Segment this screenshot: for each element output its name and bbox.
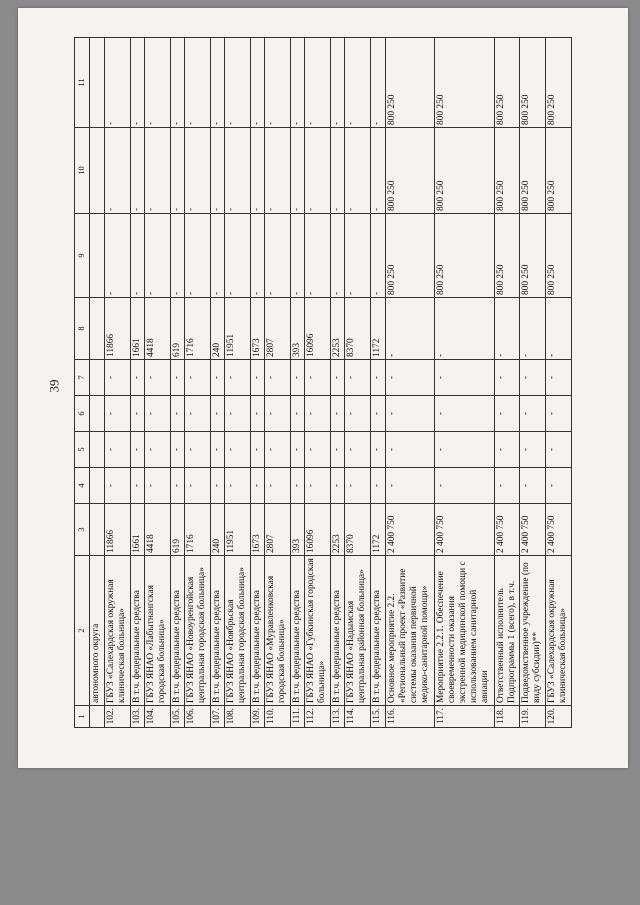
row-number: 103. [130,706,144,728]
table-row [520,38,546,728]
page-number: 39 [46,379,62,393]
value-cell: - [520,396,546,432]
value-cell: 240 [210,298,224,360]
column-number: 8 [75,298,90,360]
value-cell: 8370 [345,298,371,360]
column-number: 6 [75,396,90,432]
value-cell: - [345,214,371,298]
row-name: ГБУЗ ЯНАО «Губкинская городская больница» [305,556,331,706]
value-cell: - [345,396,371,432]
value-cell: 16096 [305,298,331,360]
value-cell: - [250,396,264,432]
value-cell: - [185,468,211,504]
value-cell: - [250,214,264,298]
column-number: 4 [75,468,90,504]
value-cell: - [305,38,331,128]
value-cell: 2807 [265,298,291,360]
value-cell: - [130,360,144,396]
row-number: 104. [144,706,170,728]
value-cell: - [130,468,144,504]
value-cell: 2 400 750 [520,504,546,556]
value-cell: - [144,214,170,298]
value-cell: - [130,396,144,432]
value-cell: - [104,432,130,468]
value-cell: 393 [290,504,304,556]
column-number: 11 [75,38,90,128]
value-cell: - [331,38,345,128]
value-cell: - [331,360,345,396]
value-cell: 800 250 [434,38,494,128]
row-number: 115. [371,706,385,728]
column-number: 3 [75,504,90,556]
value-cell: - [210,214,224,298]
value-cell: - [104,128,130,214]
row-name: ГБУЗ «Салехардская окружная клиническая больница» [104,556,130,706]
value-cell: - [104,38,130,128]
row-name: В т.ч. федеральные средства [250,556,264,706]
row-number: 116. [385,706,434,728]
value-cell: - [385,468,434,504]
table-row [345,38,371,728]
value-cell: 4418 [144,504,170,556]
table-row [546,38,572,728]
value-cell: - [371,128,385,214]
value-cell: - [305,432,331,468]
table-row [331,38,345,728]
value-cell: - [144,396,170,432]
value-cell: - [210,128,224,214]
value-cell: - [265,128,291,214]
row-name: В т.ч. федеральные средства [210,556,224,706]
value-cell: 800 250 [520,214,546,298]
table-row [225,38,251,728]
value-cell: 393 [290,298,304,360]
value-cell: - [546,432,572,468]
value-cell: 11866 [104,504,130,556]
table-row [90,38,104,728]
value-cell: - [546,298,572,360]
value-cell: - [290,432,304,468]
value-cell: - [265,214,291,298]
value-cell: - [345,38,371,128]
value-cell: - [104,214,130,298]
value-cell: 800 250 [494,214,520,298]
row-number [90,706,104,728]
budget-table [74,37,572,728]
value-cell: - [290,360,304,396]
value-cell: - [434,360,494,396]
table-row [305,38,331,728]
row-name: Основное мероприятие 2.2. «Региональный проект «Развитие системы оказания первичной медико-санитарной помощи» [385,556,434,706]
table-row [385,38,434,728]
value-cell: - [331,128,345,214]
value-cell: - [494,468,520,504]
value-cell: - [290,214,304,298]
table-row [144,38,170,728]
row-name: В т.ч. федеральные средства [130,556,144,706]
value-cell: - [185,396,211,432]
value-cell: 2 400 750 [494,504,520,556]
value-cell: 1172 [371,504,385,556]
value-cell: - [225,396,251,432]
value-cell: - [371,396,385,432]
value-cell: - [225,360,251,396]
value-cell: - [265,468,291,504]
row-name: Подведомственное учреждение (по виду субсидии)** [520,556,546,706]
value-cell: - [265,38,291,128]
value-cell: - [170,128,184,214]
value-cell: - [210,468,224,504]
column-number: 5 [75,432,90,468]
value-cell: - [331,432,345,468]
table-row [170,38,184,728]
table-row [494,38,520,728]
table-row [104,38,130,728]
value-cell: - [385,396,434,432]
value-cell [90,38,104,128]
value-cell: - [144,432,170,468]
value-cell: - [494,396,520,432]
value-cell: - [290,396,304,432]
column-number: 9 [75,214,90,298]
table-row [434,38,494,728]
value-cell [90,298,104,360]
value-cell: 16096 [305,504,331,556]
value-cell: - [385,360,434,396]
row-number: 102. [104,706,130,728]
row-name: Мероприятие 2.2.1. Обеспечение своевременности оказания экстренной медицинской помощи с использованием санитарной авиации [434,556,494,706]
value-cell: - [520,360,546,396]
value-cell [90,432,104,468]
value-cell: - [520,432,546,468]
value-cell: - [250,360,264,396]
table-body [75,38,572,728]
value-cell: 11951 [225,504,251,556]
value-cell: - [265,360,291,396]
value-cell: - [434,298,494,360]
value-cell: - [225,432,251,468]
value-cell: 2 400 750 [385,504,434,556]
value-cell: 1673 [250,298,264,360]
value-cell: 800 250 [385,214,434,298]
value-cell: - [305,468,331,504]
value-cell: 240 [210,504,224,556]
value-cell: 2 400 750 [546,504,572,556]
value-cell: 800 250 [520,128,546,214]
row-number: 110. [265,706,291,728]
value-cell: 800 250 [494,128,520,214]
value-cell: - [170,396,184,432]
value-cell: - [331,396,345,432]
value-cell: 619 [170,504,184,556]
value-cell: 1661 [130,504,144,556]
value-cell: - [494,298,520,360]
value-cell: - [265,432,291,468]
value-cell: 619 [170,298,184,360]
table-row [290,38,304,728]
value-cell: - [130,214,144,298]
value-cell: - [520,298,546,360]
value-cell: - [305,128,331,214]
value-cell: - [185,128,211,214]
value-cell: - [225,468,251,504]
value-cell: - [144,38,170,128]
value-cell: - [345,432,371,468]
value-cell: 800 250 [434,128,494,214]
value-cell: - [290,128,304,214]
row-number: 111. [290,706,304,728]
row-number: 107. [210,706,224,728]
value-cell: 2807 [265,504,291,556]
value-cell: - [210,360,224,396]
value-cell: - [371,360,385,396]
value-cell: 2 400 750 [434,504,494,556]
value-cell: 1172 [371,298,385,360]
value-cell: - [250,128,264,214]
value-cell: - [520,468,546,504]
table-row [210,38,224,728]
row-name: ГБУЗ «Салехардская окружная клиническая больница» [546,556,572,706]
value-cell: - [250,468,264,504]
column-number-row [75,38,90,728]
value-cell: - [434,432,494,468]
row-name: ГБУЗ ЯНАО «Лабытнангская городская больница» [144,556,170,706]
value-cell: - [144,360,170,396]
column-number: 7 [75,360,90,396]
value-cell: - [305,396,331,432]
value-cell: - [371,468,385,504]
table-row [371,38,385,728]
document-page [18,8,628,768]
value-cell [90,214,104,298]
value-cell: - [345,128,371,214]
row-number: 117. [434,706,494,728]
row-number: 106. [185,706,211,728]
value-cell: - [225,128,251,214]
value-cell: - [130,128,144,214]
value-cell: 2253 [331,298,345,360]
value-cell: - [494,432,520,468]
value-cell: - [185,432,211,468]
value-cell: - [371,214,385,298]
value-cell: 800 250 [546,214,572,298]
value-cell: - [546,468,572,504]
value-cell: 11951 [225,298,251,360]
value-cell: 800 250 [494,38,520,128]
row-number: 109. [250,706,264,728]
column-number: 2 [75,556,90,706]
row-name: В т.ч. федеральные средства [371,556,385,706]
value-cell: - [546,396,572,432]
value-cell: - [345,360,371,396]
value-cell: - [170,432,184,468]
value-cell [90,396,104,432]
value-cell: - [170,214,184,298]
value-cell: - [210,432,224,468]
value-cell: - [170,38,184,128]
value-cell: - [305,214,331,298]
value-cell: 800 250 [434,214,494,298]
value-cell: - [331,468,345,504]
table-row [185,38,211,728]
value-cell: 1716 [185,298,211,360]
value-cell: - [130,432,144,468]
value-cell: - [104,360,130,396]
row-name: ГБУЗ ЯНАО «Новоуренгойская центральная городская больница» [185,556,211,706]
value-cell: - [371,38,385,128]
value-cell: - [225,214,251,298]
value-cell: 4418 [144,298,170,360]
value-cell: - [144,468,170,504]
value-cell: - [385,432,434,468]
row-name: В т.ч. федеральные средства [170,556,184,706]
row-number: 118. [494,706,520,728]
value-cell: - [265,396,291,432]
rotated-table-wrapper [74,38,572,728]
value-cell: - [305,360,331,396]
value-cell: 800 250 [520,38,546,128]
value-cell: 800 250 [385,128,434,214]
row-name: В т.ч. федеральные средства [290,556,304,706]
value-cell: - [170,468,184,504]
value-cell: - [104,396,130,432]
value-cell: 1716 [185,504,211,556]
row-name: ГБУЗ ЯНАО «Муравленковская городская больница» [265,556,291,706]
value-cell: - [434,396,494,432]
value-cell: - [170,360,184,396]
value-cell: 800 250 [546,38,572,128]
row-number: 119. [520,706,546,728]
value-cell: - [385,298,434,360]
row-number: 105. [170,706,184,728]
value-cell: 8370 [345,504,371,556]
value-cell [90,128,104,214]
row-number: 114. [345,706,371,728]
value-cell: - [185,38,211,128]
value-cell: - [250,38,264,128]
value-cell: - [371,432,385,468]
value-cell: - [225,38,251,128]
row-number: 108. [225,706,251,728]
value-cell: - [290,38,304,128]
value-cell: 11866 [104,298,130,360]
row-name: автономного округа [90,556,104,706]
row-name: В т.ч. федеральные средства [331,556,345,706]
row-number: 120. [546,706,572,728]
row-name: ГБУЗ ЯНАО «Ноябрьская центральная городская больница» [225,556,251,706]
value-cell: - [104,468,130,504]
value-cell: 1661 [130,298,144,360]
value-cell: - [210,396,224,432]
value-cell: 2253 [331,504,345,556]
table-row [265,38,291,728]
table-row [250,38,264,728]
value-cell: - [345,468,371,504]
value-cell: 800 250 [546,128,572,214]
value-cell: - [210,38,224,128]
column-number: 10 [75,128,90,214]
value-cell: - [494,360,520,396]
value-cell: - [250,432,264,468]
value-cell: - [546,360,572,396]
value-cell: - [130,38,144,128]
value-cell [90,360,104,396]
value-cell: - [185,214,211,298]
column-number: 1 [75,706,90,728]
value-cell: - [290,468,304,504]
value-cell: 1673 [250,504,264,556]
value-cell: - [331,214,345,298]
row-name: Ответственный исполнитель Подпрограммы 1 (всего), в т.ч. [494,556,520,706]
value-cell [90,504,104,556]
table-row [130,38,144,728]
row-number: 113. [331,706,345,728]
value-cell: 800 250 [385,38,434,128]
row-number: 112. [305,706,331,728]
value-cell: - [185,360,211,396]
value-cell: - [434,468,494,504]
value-cell [90,468,104,504]
value-cell: - [144,128,170,214]
row-name: ГБУЗ ЯНАО «Надымская центральная районная больница» [345,556,371,706]
